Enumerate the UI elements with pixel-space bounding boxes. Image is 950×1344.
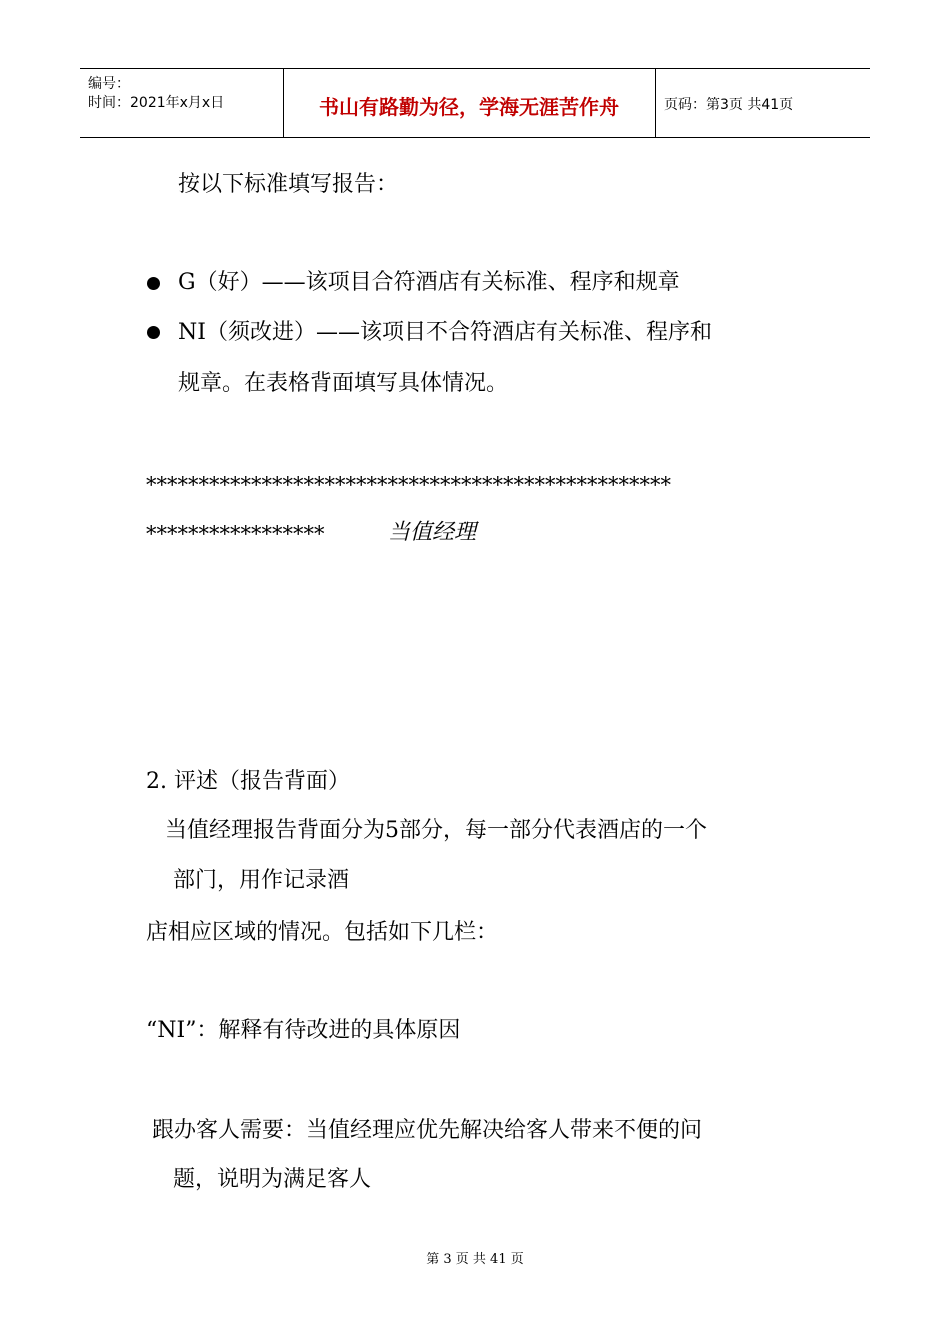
motto-text: 书山有路勤为径，学海无涯苦作舟 [319, 95, 619, 119]
header-info-cell [80, 69, 284, 137]
paragraph-line: 题，说明为满足客人 [173, 1167, 372, 1192]
bullet-icon [147, 326, 160, 339]
paragraph-line: 当值经理报告背面分为5部分，每一部分代表酒店的一个 [165, 818, 707, 843]
number-label: 编号： [88, 76, 130, 92]
bullet-ni-text: NI（须改进）——该项目不合符酒店有关标准、程序和 [178, 320, 712, 345]
time-label: 时间：2021年x月x日 [88, 95, 225, 111]
paragraph-line: 店相应区域的情况。包括如下几栏： [146, 920, 499, 945]
header-motto-cell [283, 69, 656, 137]
paragraph-line: 部门，用作记录酒 [173, 868, 350, 893]
bullet-icon [147, 277, 160, 290]
page-footer: 第 3 页 共 41 页 [426, 1252, 524, 1267]
paragraph-line: 跟办客人需要：当值经理应优先解决给客人带来不便的问 [152, 1118, 703, 1143]
page-header [80, 68, 870, 138]
section-title: 2. 评述（报告背面） [146, 769, 350, 794]
stars-line: ************************************************** [146, 473, 671, 497]
page-code: 页码：第3页 共41页 [664, 97, 794, 113]
intro-text: 按以下标准填写报告： [178, 172, 399, 197]
bullet-g-text: G（好）——该项目合符酒店有关标准、程序和规章 [178, 270, 680, 295]
ni-description: “NI”：解释有待改进的具体原因 [146, 1018, 461, 1043]
duty-manager-label: 当值经理 [388, 520, 477, 545]
bullet-ni-continuation: 规章。在表格背面填写具体情况。 [178, 371, 509, 396]
header-page-cell [655, 69, 870, 137]
stars-line: ***************** [146, 522, 325, 546]
